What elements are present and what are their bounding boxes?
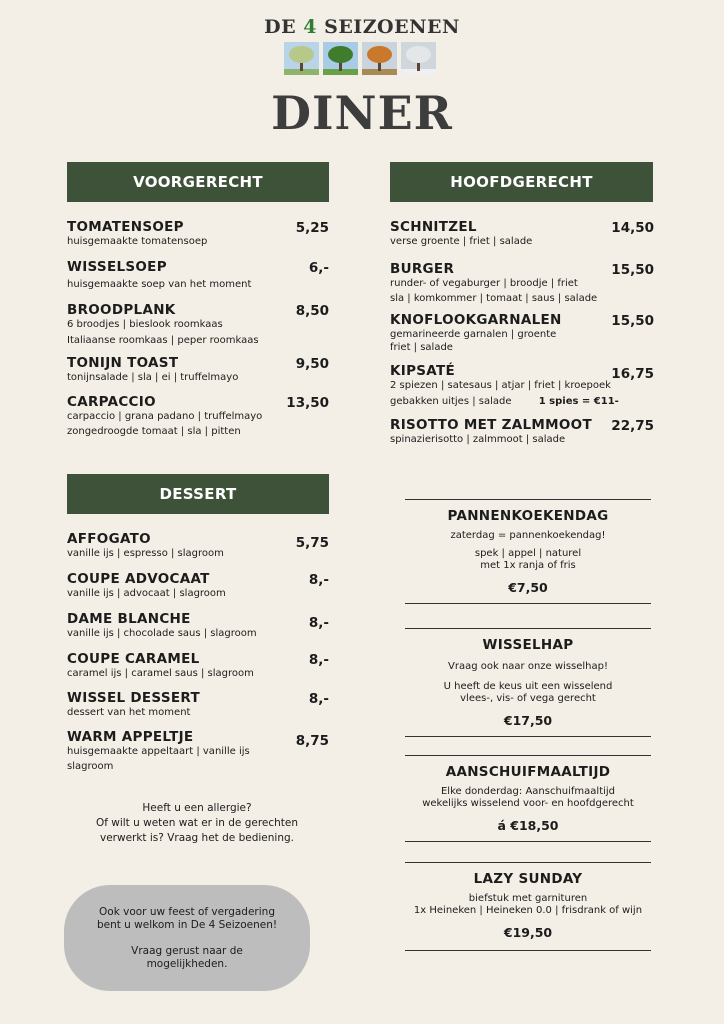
divider <box>405 841 651 842</box>
item-name: DAME BLANCHE <box>67 611 191 627</box>
divider <box>405 755 651 756</box>
item-name: WISSEL DESSERT <box>67 690 200 706</box>
menu-item <box>390 418 654 446</box>
item-desc: carpaccio | grana padano | truffelmayo <box>67 411 263 422</box>
item-desc: caramel ijs | caramel saus | slagroom <box>67 668 254 679</box>
allergy-line: verwerkt is? Vraag het de bediening. <box>100 832 294 844</box>
allergy-line: Of wilt u weten wat er in de gerechten <box>95 817 299 829</box>
special-price: á €18,50 <box>497 818 559 833</box>
item-name: AFFOGATO <box>67 531 151 547</box>
special-price: €7,50 <box>508 580 548 595</box>
menu-item <box>390 364 654 408</box>
party-line: bent u welkom in De 4 Seizoenen! <box>96 918 278 931</box>
item-name: BROODPLANK <box>67 302 176 318</box>
special-title: AANSCHUIFMAALTIJD <box>445 764 611 780</box>
menu-item <box>67 612 329 640</box>
item-note: 1 spies = €11- <box>538 396 619 407</box>
item-desc: spinazierisotto | zalmmoot | salade <box>390 434 566 445</box>
allergy-line: Heeft u een allergie? <box>142 802 252 814</box>
item-name: TONIJN TOAST <box>67 355 179 371</box>
item-desc: vanille ijs | espresso | slagroom <box>67 548 224 559</box>
item-name: KNOFLOOKGARNALEN <box>390 312 562 328</box>
special-title: PANNENKOEKENDAG <box>447 508 609 524</box>
divider <box>405 950 651 951</box>
party-line: mogelijkheden. <box>146 957 228 970</box>
item-name: RISOTTO MET ZALMMOOT <box>390 417 592 433</box>
item-desc: tonijnsalade | sla | ei | truffelmayo <box>67 372 239 383</box>
divider <box>405 862 651 863</box>
item-desc: vanille ijs | chocolade saus | slagroom <box>67 628 257 639</box>
menu-item <box>67 691 329 719</box>
special-aanschuifmaaltijd <box>405 755 651 842</box>
divider <box>405 603 651 604</box>
item-price: 8,75 <box>295 733 329 749</box>
menu-item <box>67 532 329 560</box>
item-desc: Italiaanse roomkaas | peper roomkaas <box>67 335 259 346</box>
item-desc-row <box>390 395 654 408</box>
item-desc: zongedroogde tomaat | sla | pitten <box>67 426 241 437</box>
special-lazy-sunday <box>405 862 651 951</box>
item-price: 8,- <box>308 652 329 668</box>
special-price: €19,50 <box>503 925 553 940</box>
item-price: 14,50 <box>611 220 654 236</box>
item-desc: friet | salade <box>390 342 453 353</box>
item-price: 16,75 <box>611 366 654 382</box>
item-price: 15,50 <box>611 313 654 329</box>
party-line: Vraag gerust naar de <box>131 944 243 957</box>
page-title: DINER <box>271 86 453 140</box>
item-name: CARPACCIO <box>67 394 156 410</box>
item-price: 22,75 <box>611 418 654 434</box>
item-name: WARM APPELTJE <box>67 729 194 745</box>
divider <box>405 628 651 629</box>
special-wisselhap <box>405 628 651 737</box>
special-line: Elke donderdag: Aanschuifmaaltijd <box>440 786 616 797</box>
item-desc: slagroom <box>67 761 114 772</box>
special-line: met 1x ranja of fris <box>480 560 576 571</box>
party-info-pill <box>64 885 310 991</box>
item-price: 8,50 <box>295 303 329 319</box>
item-name: KIPSATÉ <box>390 363 456 379</box>
special-line: Vraag ook naar onze wisselhap! <box>448 661 608 672</box>
desserts-heading: DESSERT <box>67 474 329 514</box>
summer-tree-icon <box>323 42 358 75</box>
menu-item <box>67 395 329 438</box>
item-name: SCHNITZEL <box>390 219 477 235</box>
special-line: wekelijks wisselend voor- en hoofdgerecht <box>422 798 634 809</box>
item-desc: sla | komkommer | tomaat | saus | salade <box>390 293 598 304</box>
item-name: TOMATENSOEP <box>67 219 184 235</box>
divider <box>405 736 651 737</box>
item-price: 8,- <box>308 691 329 707</box>
menu-item <box>67 730 329 773</box>
spring-tree-icon <box>284 42 319 75</box>
mains-heading: HOOFDGERECHT <box>390 162 653 202</box>
item-price: 15,50 <box>611 262 654 278</box>
item-desc: huisgemaakte appeltaart | vanille ijs <box>67 746 250 757</box>
special-line: biefstuk met garnituren <box>468 893 588 904</box>
starters-heading: VOORGERECHT <box>67 162 329 202</box>
item-price: 13,50 <box>286 395 329 411</box>
item-desc: huisgemaakte soep van het moment <box>67 279 252 290</box>
special-title: LAZY SUNDAY <box>473 871 583 887</box>
divider <box>405 499 651 500</box>
item-desc: huisgemaakte tomatensoep <box>67 236 208 247</box>
item-price: 5,75 <box>295 535 329 551</box>
special-line: zaterdag = pannenkoekendag! <box>450 530 606 541</box>
brand-logo <box>0 16 724 38</box>
item-desc: 2 spiezen | satesaus | atjar | friet | kroepoek <box>390 380 611 391</box>
item-desc: gemarineerde garnalen | groente <box>390 329 557 340</box>
special-line: spek | appel | naturel <box>474 548 582 559</box>
item-desc: runder- of vegaburger | broodje | friet <box>390 278 578 289</box>
special-line: vlees-, vis- of vega gerecht <box>460 693 596 704</box>
special-line: U heeft de keus uit een wisselend <box>443 681 613 692</box>
item-price: 8,- <box>308 572 329 588</box>
special-title: WISSELHAP <box>482 637 574 653</box>
item-price: 6,- <box>308 260 329 276</box>
item-price: 9,50 <box>295 356 329 372</box>
special-line: 1x Heineken | Heineken 0.0 | frisdrank of wijn <box>413 905 643 916</box>
item-name: COUPE ADVOCAAT <box>67 571 210 587</box>
brand-suffix: SEIZOENEN <box>316 16 460 38</box>
item-name: BURGER <box>390 261 455 277</box>
menu-item <box>67 356 329 384</box>
item-name: WISSELSOEP <box>67 259 167 275</box>
item-name: COUPE CARAMEL <box>67 651 200 667</box>
item-desc: gebakken uitjes | salade <box>390 396 512 407</box>
menu-item <box>390 313 654 354</box>
menu-item <box>67 303 329 347</box>
special-pannenkoekendag <box>405 499 651 604</box>
special-price: €17,50 <box>503 713 553 728</box>
allergy-note <box>66 801 328 846</box>
item-desc: vanille ijs | advocaat | slagroom <box>67 588 226 599</box>
brand-number: 4 <box>303 16 317 38</box>
menu-item <box>67 260 329 291</box>
autumn-tree-icon <box>362 42 397 75</box>
menu-item <box>67 220 329 248</box>
menu-item <box>67 652 329 680</box>
item-desc: dessert van het moment <box>67 707 191 718</box>
winter-tree-icon <box>401 42 436 75</box>
item-price: 8,- <box>308 615 329 631</box>
item-desc: verse groente | friet | salade <box>390 236 533 247</box>
menu-item <box>390 220 654 248</box>
item-desc: 6 broodjes | bieslook roomkaas <box>67 319 223 330</box>
menu-item <box>390 262 654 305</box>
season-trees <box>284 42 436 75</box>
party-line: Ook voor uw feest of vergadering <box>99 905 275 918</box>
menu-item <box>67 572 329 600</box>
item-price: 5,25 <box>295 220 329 236</box>
brand-prefix: DE <box>264 16 304 38</box>
